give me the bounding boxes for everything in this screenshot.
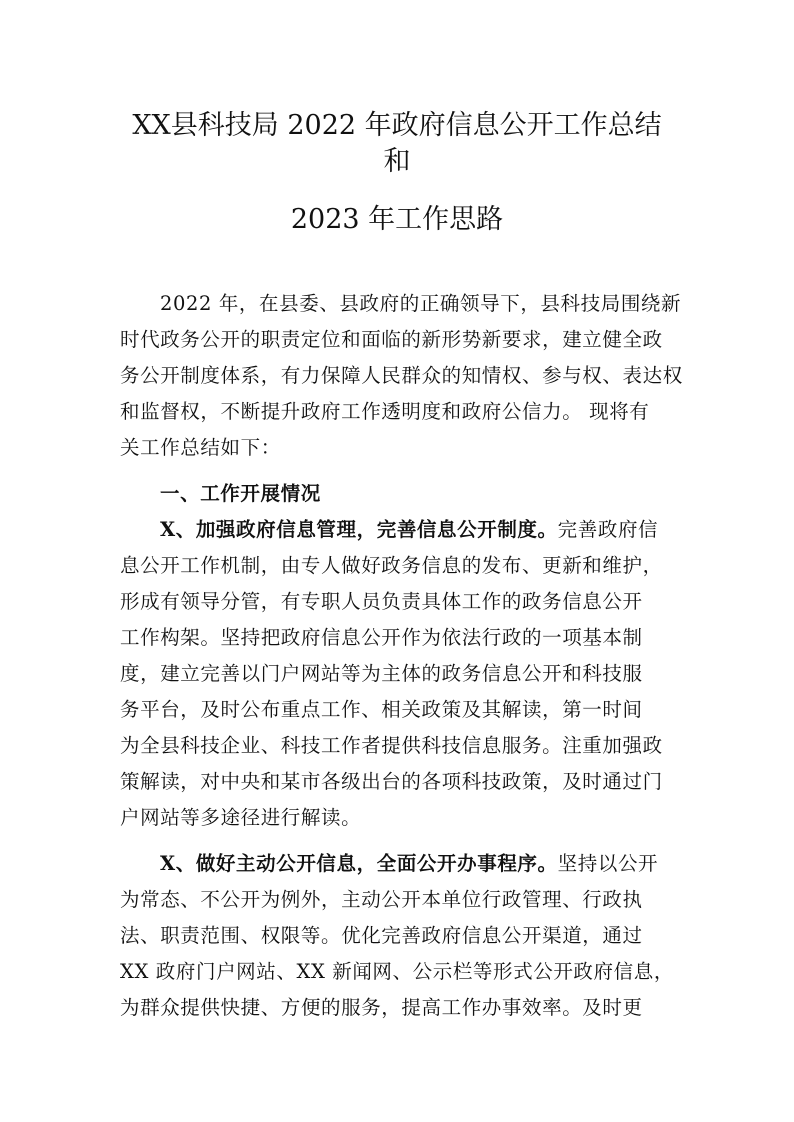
document-title-line-2: 和 — [383, 146, 411, 177]
document-title-line-3: 2023 年工作思路 — [290, 204, 504, 235]
intro-line: 关工作总结如下： — [120, 436, 281, 459]
item1-line: 工作构架。坚持把政府信息公开作为依法行政的一项基本制 — [120, 626, 643, 649]
item1-line: 形成有领导分管，有专职人员负责具体工作的政务信息公开 — [120, 590, 643, 613]
item2-line: XX 政府门户网站、XX 新闻网、公示栏等形式公开政府信息， — [120, 960, 674, 983]
item1-line: 务平台，及时公布重点工作、相关政策及其解读，第一时间 — [120, 698, 643, 721]
item2-line: 为群众提供快捷、方便的服务，提高工作办事效率。及时更 — [120, 996, 643, 1019]
item1-line: 为全县科技企业、科技工作者提供科技信息服务。注重加强政 — [120, 734, 663, 757]
document-title-line-1: XX县科技局 2022 年政府信息公开工作总结 — [132, 110, 662, 141]
item2-line: 为常态、不公开为例外，主动公开本单位行政管理、行政执 — [120, 888, 643, 911]
item1-first-line — [160, 516, 658, 544]
section-heading: 一、工作开展情况 — [160, 482, 321, 505]
item2-first-line — [160, 850, 658, 878]
item1-line: 息公开工作机制，由专人做好政务信息的发布、更新和维护， — [120, 554, 663, 577]
item2-first-line-rest: 坚持以公开 — [557, 852, 659, 875]
item1-line: 策解读，对中央和某市各级出台的各项科技政策，及时通过门 — [120, 770, 663, 793]
intro-line: 和监督权，不断提升政府工作透明度和政府公信力。 现将有 — [120, 400, 650, 423]
item1-line: 度，建立完善以门户网站等为主体的政务信息公开和科技服 — [120, 662, 643, 685]
intro-line: 2022 年，在县委、县政府的正确领导下，县科技局围绕新 — [160, 292, 682, 315]
item1-first-line-rest: 完善政府信 — [557, 518, 659, 541]
item2-lead: X、做好主动公开信息，全面公开办事程序。 — [160, 852, 558, 875]
item2-line: 法、职责范围、权限等。优化完善政府信息公开渠道，通过 — [120, 924, 643, 947]
intro-line: 时代政务公开的职责定位和面临的新形势新要求，建立健全政 — [120, 328, 663, 351]
intro-line: 务公开制度体系，有力保障人民群众的知情权、参与权、表达权 — [120, 364, 683, 387]
item1-lead: X、加强政府信息管理，完善信息公开制度。 — [160, 518, 558, 541]
item1-line: 户网站等多途径进行解读。 — [120, 806, 362, 829]
